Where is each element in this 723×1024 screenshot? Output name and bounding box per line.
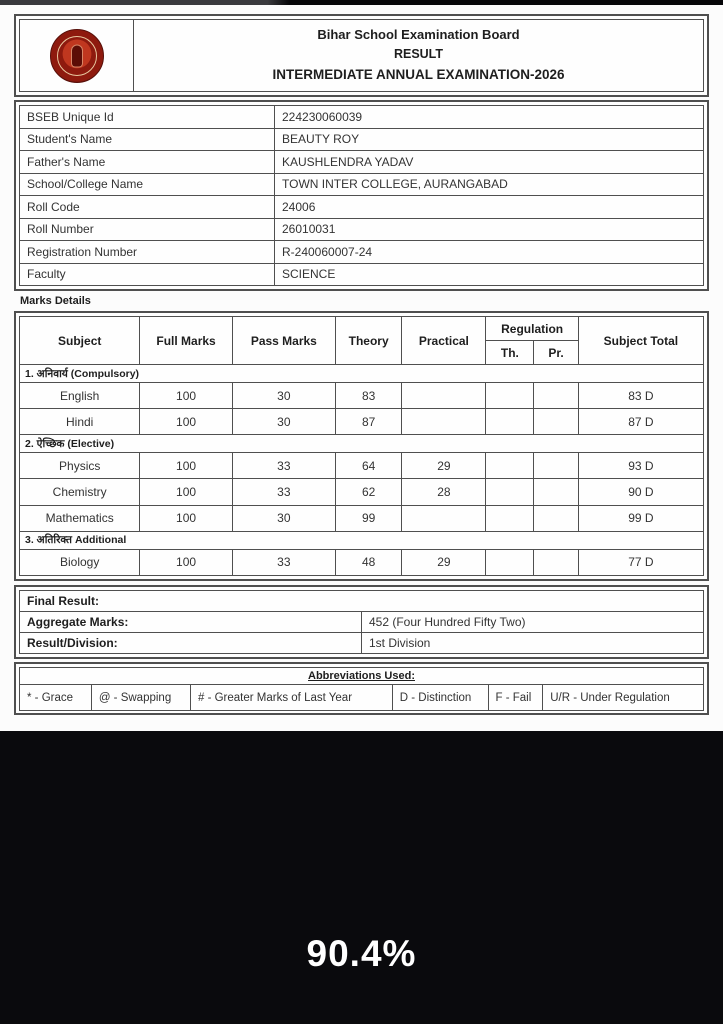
marks-row xyxy=(20,383,704,409)
cell-practical: 29 xyxy=(402,453,486,479)
header-table xyxy=(19,19,704,92)
marks-details-label: Marks Details xyxy=(20,295,91,307)
cell-pass-marks: 33 xyxy=(232,479,335,505)
cell-subject-total: 93 D xyxy=(578,453,703,479)
detail-value: KAUSHLENDRA YADAV xyxy=(275,151,704,174)
cell-full-marks: 100 xyxy=(140,409,232,435)
cell-practical xyxy=(402,383,486,409)
cell-theory: 64 xyxy=(335,453,401,479)
percentage-value: 90.4% xyxy=(306,933,417,974)
cell-full-marks: 100 xyxy=(140,383,232,409)
detail-label: Roll Number xyxy=(20,218,275,241)
cell-reg-th xyxy=(486,383,534,409)
cell-theory: 87 xyxy=(335,409,401,435)
abbreviations xyxy=(14,662,709,715)
cell-theory: 48 xyxy=(335,549,401,575)
marks-row xyxy=(20,505,704,531)
final-value: 452 (Four Hundred Fifty Two) xyxy=(362,612,704,633)
cell-reg-pr xyxy=(534,383,578,409)
final-label: Result/Division: xyxy=(20,633,362,654)
student-detail-row xyxy=(20,218,704,241)
cell-full-marks: 100 xyxy=(140,505,232,531)
section-title: 3. अतिरिक्त Additional xyxy=(20,531,704,549)
marks-row xyxy=(20,453,704,479)
student-detail-row xyxy=(20,241,704,264)
marks-table xyxy=(19,316,704,576)
detail-label: Registration Number xyxy=(20,241,275,264)
section-title: 1. अनिवार्य (Compulsory) xyxy=(20,365,704,383)
detail-value: SCIENCE xyxy=(275,263,704,286)
final-result-title: Final Result: xyxy=(20,591,704,612)
cell-subject-total: 99 D xyxy=(578,505,703,531)
detail-label: Roll Code xyxy=(20,196,275,219)
cell-reg-pr xyxy=(534,549,578,575)
detail-label: Faculty xyxy=(20,263,275,286)
col-header-reg-pr: Pr. xyxy=(534,341,578,365)
detail-value: TOWN INTER COLLEGE, AURANGABAD xyxy=(275,173,704,196)
final-result xyxy=(14,585,709,659)
col-header-pass-marks: Pass Marks xyxy=(232,317,335,365)
cell-reg-pr xyxy=(534,479,578,505)
final-result-title-row xyxy=(20,591,704,612)
cell-full-marks: 100 xyxy=(140,549,232,575)
cell-pass-marks: 30 xyxy=(232,383,335,409)
section-header-row xyxy=(20,435,704,453)
result-document xyxy=(0,5,723,731)
cell-subject: Hindi xyxy=(20,409,140,435)
detail-value: 24006 xyxy=(275,196,704,219)
detail-label: School/College Name xyxy=(20,173,275,196)
cell-full-marks: 100 xyxy=(140,453,232,479)
student-detail-row xyxy=(20,151,704,174)
detail-value: R-240060007-24 xyxy=(275,241,704,264)
cell-practical: 29 xyxy=(402,549,486,575)
cell-reg-th xyxy=(486,409,534,435)
cell-reg-pr xyxy=(534,505,578,531)
cell-pass-marks: 30 xyxy=(232,409,335,435)
final-result-table xyxy=(19,590,704,654)
cell-theory: 62 xyxy=(335,479,401,505)
marks-header-row xyxy=(20,317,704,341)
col-header-practical: Practical xyxy=(402,317,486,365)
cell-pass-marks: 33 xyxy=(232,453,335,479)
exam-title: INTERMEDIATE ANNUAL EXAMINATION-2026 xyxy=(272,66,565,82)
document-header xyxy=(14,14,709,97)
student-detail-row xyxy=(20,173,704,196)
cell-reg-pr xyxy=(534,453,578,479)
final-result-row xyxy=(20,633,704,654)
section-title: 2. ऐच्छिक (Elective) xyxy=(20,435,704,453)
abbreviation-item: F - Fail xyxy=(488,685,543,711)
student-detail-row xyxy=(20,128,704,151)
abbreviations-items-row xyxy=(20,685,704,711)
abbreviation-item: # - Greater Marks of Last Year xyxy=(190,685,392,711)
board-name: Bihar School Examination Board xyxy=(317,27,520,43)
col-header-subject: Subject xyxy=(20,317,140,365)
col-header-reg-th: Th. xyxy=(486,341,534,365)
student-detail-row xyxy=(20,106,704,129)
abbreviation-item: @ - Swapping xyxy=(91,685,190,711)
col-header-regulation: Regulation xyxy=(486,317,578,341)
detail-label: Father's Name xyxy=(20,151,275,174)
detail-label: Student's Name xyxy=(20,128,275,151)
final-result-row xyxy=(20,612,704,633)
cell-subject-total: 77 D xyxy=(578,549,703,575)
marks-row xyxy=(20,479,704,505)
student-details-table xyxy=(19,105,704,286)
marks-row xyxy=(20,409,704,435)
section-header-row xyxy=(20,531,704,549)
bseb-seal-icon xyxy=(50,29,104,83)
cell-subject: Chemistry xyxy=(20,479,140,505)
abbreviation-item: D - Distinction xyxy=(392,685,488,711)
cell-reg-th xyxy=(486,479,534,505)
cell-reg-th xyxy=(486,453,534,479)
col-header-subject-total: Subject Total xyxy=(578,317,703,365)
title-cell xyxy=(134,20,704,92)
cell-full-marks: 100 xyxy=(140,479,232,505)
student-details xyxy=(14,100,709,291)
marks-details xyxy=(14,311,709,581)
marks-row xyxy=(20,549,704,575)
cell-subject-total: 90 D xyxy=(578,479,703,505)
abbreviations-table xyxy=(19,667,704,711)
cell-reg-pr xyxy=(534,409,578,435)
logo-cell xyxy=(20,20,134,92)
student-detail-row xyxy=(20,263,704,286)
col-header-full-marks: Full Marks xyxy=(140,317,232,365)
abbreviation-item: U/R - Under Regulation xyxy=(543,685,704,711)
cell-pass-marks: 33 xyxy=(232,549,335,575)
abbreviations-title: Abbreviations Used: xyxy=(20,668,704,685)
cell-practical xyxy=(402,409,486,435)
detail-label: BSEB Unique Id xyxy=(20,106,275,129)
cell-subject: Physics xyxy=(20,453,140,479)
cell-subject-total: 87 D xyxy=(578,409,703,435)
cell-theory: 99 xyxy=(335,505,401,531)
percentage-panel xyxy=(0,731,723,1024)
cell-pass-marks: 30 xyxy=(232,505,335,531)
cell-subject: English xyxy=(20,383,140,409)
final-label: Aggregate Marks: xyxy=(20,612,362,633)
section-header-row xyxy=(20,365,704,383)
cell-subject-total: 83 D xyxy=(578,383,703,409)
cell-practical xyxy=(402,505,486,531)
student-detail-row xyxy=(20,196,704,219)
detail-value: 224230060039 xyxy=(275,106,704,129)
col-header-theory: Theory xyxy=(335,317,401,365)
cell-theory: 83 xyxy=(335,383,401,409)
final-value: 1st Division xyxy=(362,633,704,654)
detail-value: 26010031 xyxy=(275,218,704,241)
abbreviation-item: * - Grace xyxy=(20,685,92,711)
cell-subject: Biology xyxy=(20,549,140,575)
detail-value: BEAUTY ROY xyxy=(275,128,704,151)
cell-practical: 28 xyxy=(402,479,486,505)
cell-reg-th xyxy=(486,549,534,575)
result-title: RESULT xyxy=(393,47,444,62)
cell-reg-th xyxy=(486,505,534,531)
header-row xyxy=(20,20,704,92)
abbreviations-title-row xyxy=(20,668,704,685)
cell-subject: Mathematics xyxy=(20,505,140,531)
